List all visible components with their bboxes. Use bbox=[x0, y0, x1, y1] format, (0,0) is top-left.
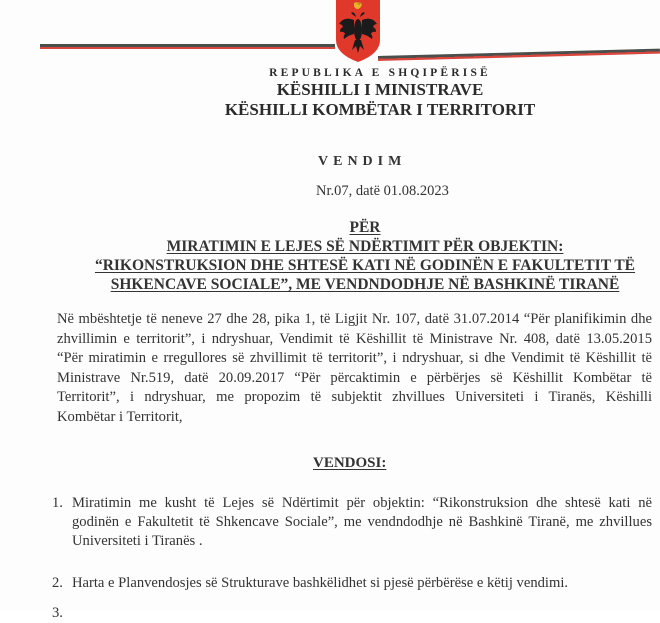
preamble-line: Territorit”, i ndryshuar, me propozim të subjektit zhvillues Universiteti i Tiranës, Këshilli bbox=[57, 389, 652, 406]
item-number: 2. bbox=[52, 575, 63, 591]
national-territory-council: KËSHILLI KOMBËTAR I TERRITORIT bbox=[224, 100, 536, 119]
decision-number-date: Nr.07, datë 01.08.2023 bbox=[316, 183, 449, 199]
preamble-line: Në mbështetje të neneve 27 dhe 28, pika 1, të Ligjit Nr. 107, datë 31.07.2014 “Për planifikimin dhe bbox=[57, 311, 652, 327]
subject-line: MIRATIMIN E LEJES SË NDËRTIMIT PËR OBJEKTIN: bbox=[166, 238, 564, 255]
decision-title: VENDIM bbox=[318, 154, 407, 169]
decision-subject bbox=[70, 218, 660, 294]
item-text: Harta e Planvendosjes së Strukturave bashkëlidhet si pjesë përbërëse e këtij vendimi. bbox=[72, 575, 569, 591]
preamble-line: Ministrave Nr.519, datë 20.09.2017 “Për përcaktimin e përbërjes së Këshillit Kombëtar të bbox=[57, 369, 652, 386]
republic-name: REPUBLIKA E SHQIPËRISË bbox=[269, 67, 491, 79]
preamble-line: zhvillimin e territorit”, i ndryshuar, Vendimit të Këshillit të Ministrave Nr. 408, datë 13.05.2015 bbox=[57, 330, 652, 347]
preamble-line: Kombëtar i Territorit, bbox=[57, 408, 183, 425]
item-number: 3. bbox=[52, 605, 63, 621]
header-rule-left bbox=[40, 44, 335, 49]
vendosi-heading: VENDOSI: bbox=[313, 455, 387, 471]
council-of-ministers: KËSHILLI I MINISTRAVE bbox=[276, 80, 484, 99]
item-number: 1. bbox=[52, 495, 63, 511]
preamble-paragraph bbox=[57, 310, 652, 428]
item-text bbox=[72, 494, 652, 551]
item-line: godinën e Fakultetit të Shkencave Sociale”, me vendndodhje në Bashkinë Tiranë, me zhvillues bbox=[72, 514, 652, 530]
albanian-coat-of-arms-icon bbox=[334, 0, 382, 62]
header-rule-right bbox=[378, 49, 660, 61]
institution-header bbox=[0, 66, 660, 120]
subject-line: “RIKONSTRUKSION DHE SHTESË KATI NË GODINËN E FAKULTETIT TË bbox=[94, 257, 636, 274]
item-line: Miratimin me kusht të Lejes së Ndërtimit për objektin: “Rikonstruksion dhe shtesë kati në bbox=[72, 495, 652, 511]
preamble-line: “Për miratimin e rregullores së zhvillimit të territorit”, i ndryshuar, si dhe Vendimit të Këshillit të bbox=[57, 350, 652, 367]
subject-line: SHKENCAVE SOCIALE”, ME VENDNDODHJE NË BASHKINË TIRANË bbox=[110, 276, 620, 293]
subject-line: PËR bbox=[349, 219, 381, 236]
item-line: Universiteti i Tiranës . bbox=[72, 533, 203, 549]
